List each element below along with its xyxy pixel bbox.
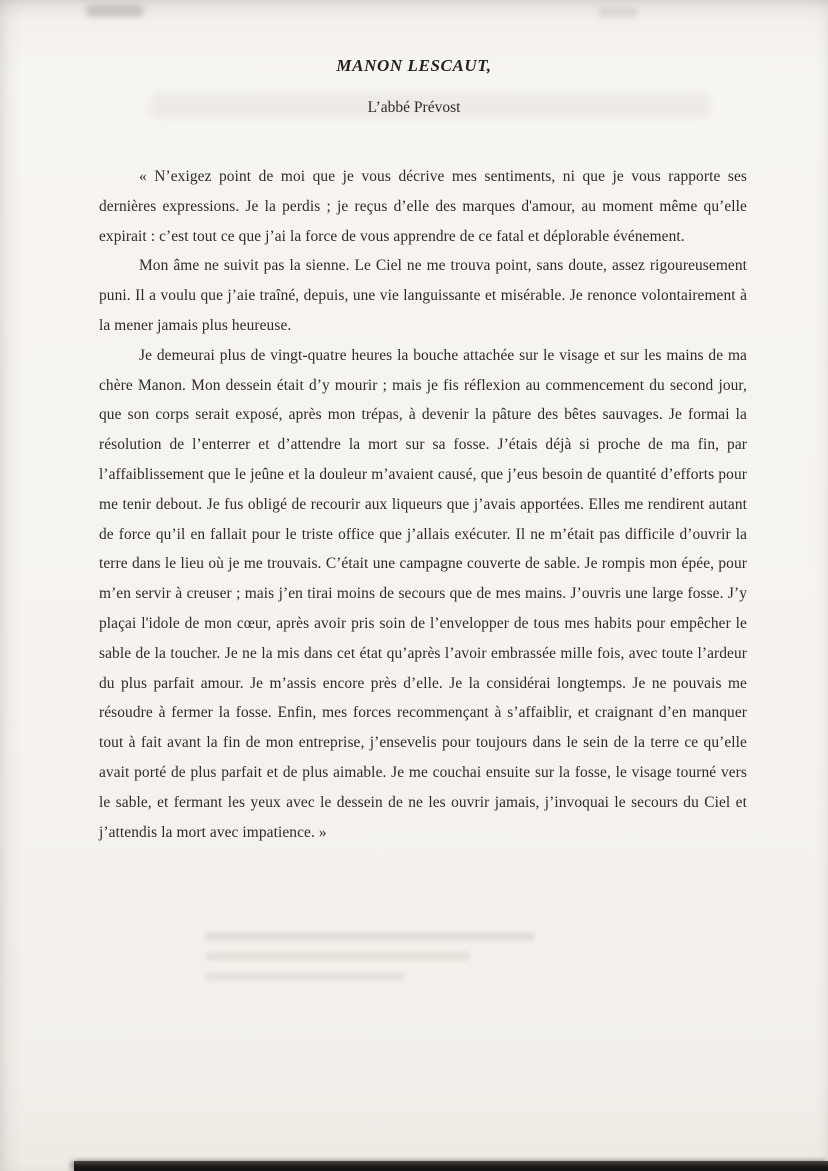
- document-title: MANON LESCAUT,: [336, 56, 492, 75]
- document-body: [99, 162, 747, 847]
- scan-artifact-smudge: [598, 8, 638, 17]
- scan-artifact-smudge: [86, 5, 144, 17]
- paragraph: Mon âme ne suivit pas la sienne. Le Ciel ne me trouva point, sans doute, assez rigoureusement puni. Il a voulu que j’aie traîné, depuis, une vie languissante et misérable. Je renonce volontairement à la mener jamais plus heureuse.: [99, 257, 747, 334]
- scan-artifact-bottom-bar: [74, 1161, 828, 1171]
- scan-artifact-bleedthrough: [205, 972, 405, 981]
- scan-artifact-bleedthrough: [205, 952, 470, 961]
- paragraph: Je demeurai plus de vingt-quatre heures la bouche attachée sur le visage et sur les mains de ma chère Manon. Mon dessein était d’y mourir ; mais je fis réflexion au commencement du second jour, que son corps serait exposé, après mon trépas, à devenir la pâture des bêtes sauvages. Je formai la résolution de l’enterrer et d’attendre la mort sur sa fosse. J’étais déjà si proche de ma fin, par l’affaiblissement que le jeûne et la douleur m’avaient causé, que j’eus besoin de quantité d’efforts pour me tenir debout. Je fus obligé de recourir aux liqueurs que j’avais apportées. Elles me rendirent autant de force qu’il en fallait pour le triste office que j’allais exécuter. Il ne m’était pas difficile d’ouvrir la terre dans le lieu où je me trouvais. C’était une campagne couverte de sable. Je rompis mon épée, pour m’en servir à creuser ; mais j’en tirai moins de secours que de mes mains. J’ouvris une large fosse. J’y plaçai l'idole de mon cœur, après avoir pris soin de l’envelopper de tous mes habits pour empêcher le sable de la toucher. Je ne la mis dans cet état qu’après l’avoir embrassée mille fois, avec toute l’ardeur du plus parfait amour. Je m’assis encore près d’elle. Je la considérai longtemps. Je ne pouvais me résoudre à fermer la fosse. Enfin, mes forces recommençant à s’affaiblir, et craignant d’en manquer tout à fait avant la fin de mon entreprise, j’ensevelis pour toujours dans le sein de la terre ce qu’elle avait porté de plus parfait et de plus aimable. Je me couchai ensuite sur la fosse, le visage tourné vers le sable, et fermant les yeux avec le dessein de ne les ouvrir jamais, j’invoquai le secours du Ciel et j’attendis la mort avec impatience. »: [99, 346, 747, 841]
- paragraph: « N’exigez point de moi que je vous décrive mes sentiments, ni que je vous rapporte ses dernières expressions. Je la perdis ; je reçus d’elle des marques d'amour, au moment même qu’elle expirait : c’est tout ce que j’ai la force de vous apprendre de ce fatal et déplorable événement.: [99, 168, 747, 245]
- scan-artifact-bleedthrough: [205, 932, 535, 941]
- document-author: L’abbé Prévost: [367, 99, 461, 116]
